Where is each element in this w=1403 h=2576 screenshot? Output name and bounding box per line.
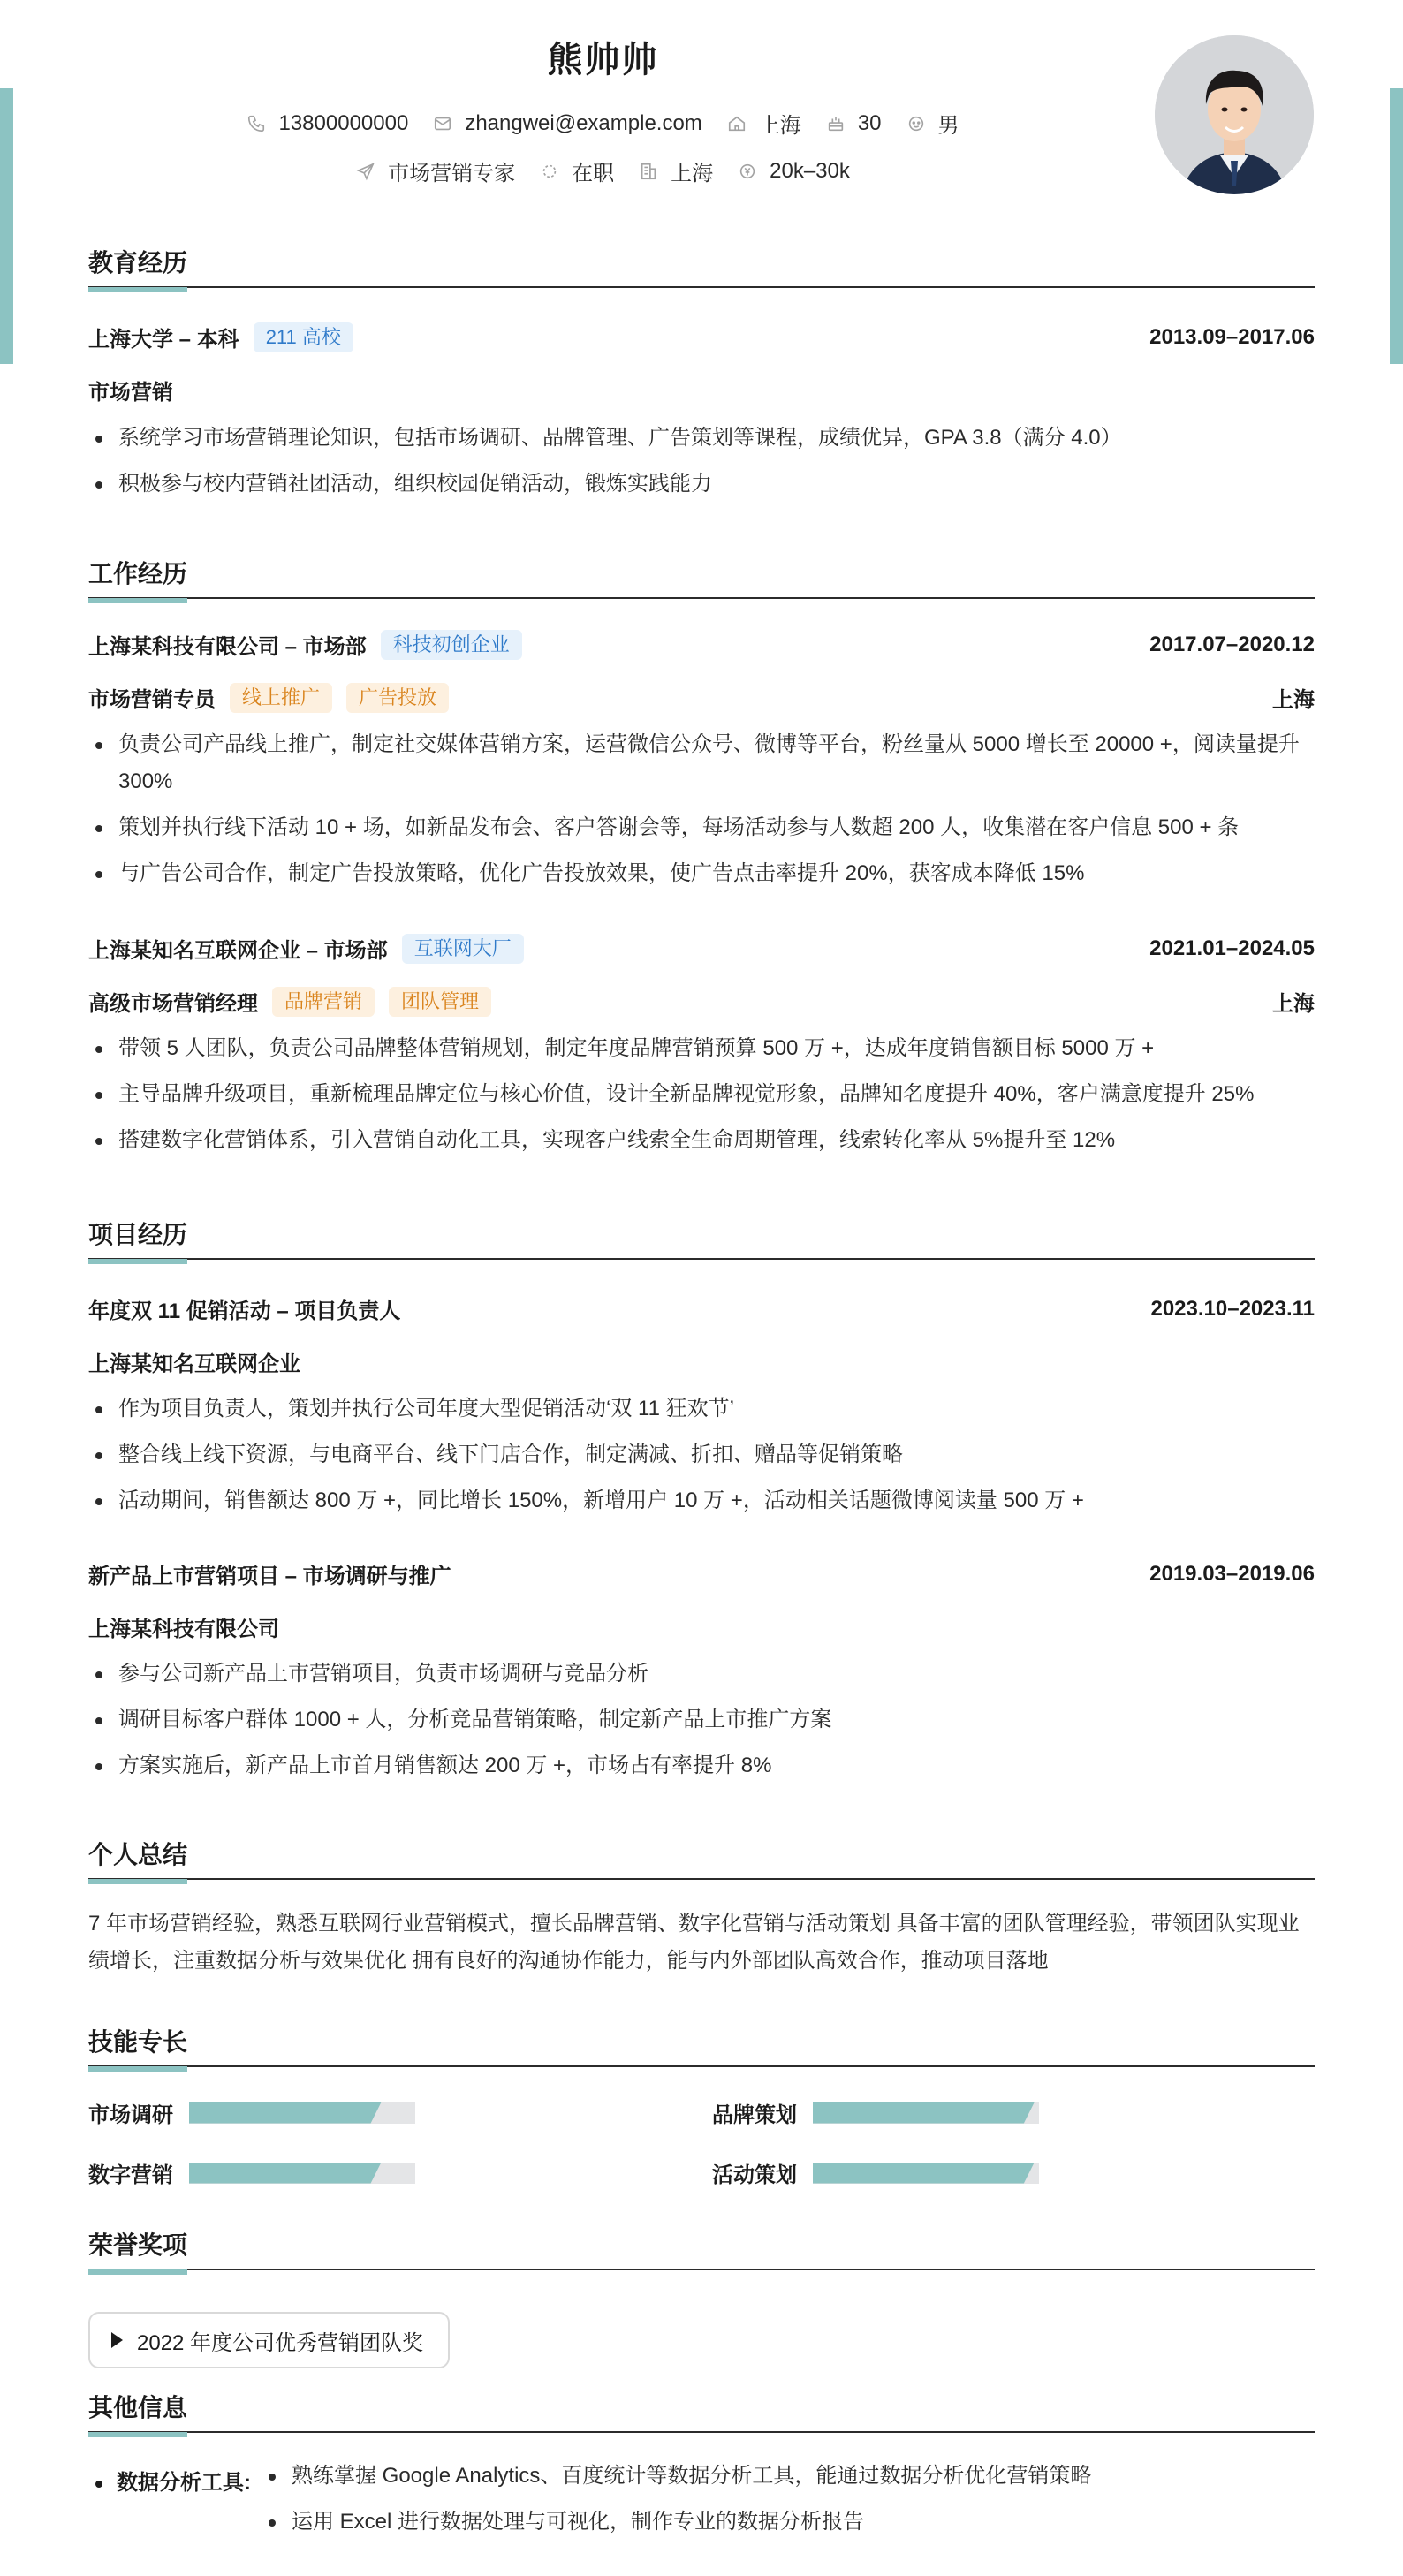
section-underline — [88, 1259, 187, 1264]
section-underline — [88, 2432, 187, 2437]
company-tag: 科技初创企业 — [381, 630, 522, 660]
skill-item — [712, 2097, 1039, 2128]
skill-bar-fill — [813, 2102, 1035, 2124]
section-underline — [88, 287, 187, 292]
section-title: 工作经历 — [88, 560, 188, 587]
salary-item — [738, 159, 850, 184]
phone-icon — [246, 114, 266, 133]
list-item: 系统学习市场营销理论知识，包括市场调研、品牌管理、广告策划等课程，成绩优异，GPA 3.8（满分 4.0） — [88, 420, 1315, 457]
list-item: 运用 Excel 进行数据处理与可视化，制作专业的数据分析报告 — [262, 2504, 1315, 2541]
job-bullets — [88, 726, 1315, 901]
age-text: 30 — [857, 110, 882, 135]
skill-bar — [813, 2163, 1039, 2184]
contact-row — [0, 108, 1206, 139]
salary-text: 20k–30k — [770, 158, 850, 183]
cake-icon — [826, 114, 846, 133]
projects-section — [88, 1216, 1315, 1799]
list-item: 活动期间，销售额达 800 万 +，同比增长 150%，新增用户 10 万 +，活动相关话题微博阅读量 500 万 + — [88, 1482, 1315, 1519]
candidate-name: 熊帅帅 — [547, 41, 659, 80]
list-item: 参与公司新产品上市营销项目，负责市场调研与竞品分析 — [88, 1655, 1315, 1693]
company-name: 上海某知名互联网企业 – 市场部 — [88, 939, 388, 963]
city-text: 上海 — [671, 162, 714, 186]
section-title: 教育经历 — [88, 249, 188, 277]
phone-text: 13800000000 — [278, 110, 409, 135]
skill-item — [88, 2097, 415, 2128]
project-date: 2023.10–2023.11 — [1150, 1296, 1315, 1321]
email-text: zhangwei@example.com — [465, 110, 702, 135]
job-role: 高级市场营销经理 — [88, 992, 258, 1016]
summary-section — [88, 1836, 1315, 1995]
job-date: 2017.07–2020.12 — [1149, 632, 1315, 656]
status-text: 在职 — [572, 162, 615, 186]
skill-bar — [189, 2163, 415, 2184]
education-section — [88, 244, 1315, 509]
list-item: 与广告公司合作，制定广告投放策略，优化广告投放效果，使广告点击率提升 20%，获客成本降低 15% — [88, 855, 1315, 892]
target-role-item — [356, 155, 515, 186]
city-item — [639, 155, 713, 186]
list-item: 熟练掌握 Google Analytics、百度统计等数据分析工具，能通过数据分析优化营销策略 — [262, 2458, 1315, 2495]
section-title: 个人总结 — [88, 1841, 188, 1868]
other-label: 数据分析工具: — [117, 2471, 251, 2495]
mail-icon — [433, 114, 452, 133]
skill-name: 市场调研 — [88, 2103, 173, 2127]
honor-item — [88, 2312, 450, 2368]
skills-section — [88, 2023, 1315, 2200]
major: 市场营销 — [88, 381, 173, 405]
job-date: 2021.01–2024.05 — [1149, 936, 1315, 960]
project-name: 年度双 11 促销活动 – 项目负责人 — [88, 1299, 401, 1323]
section-title: 其他信息 — [88, 2394, 188, 2421]
gender-icon — [906, 114, 926, 133]
skill-tag: 团队管理 — [389, 987, 491, 1017]
list-item: 主导品牌升级项目，重新梳理品牌定位与核心价值，设计全新品牌视觉形象，品牌知名度提升 40%，客户满意度提升 25% — [88, 1076, 1315, 1113]
section-title: 荣誉奖项 — [88, 2231, 188, 2259]
other-header — [88, 2389, 1315, 2433]
school-tag: 211 高校 — [254, 322, 353, 352]
skill-tag: 品牌营销 — [272, 987, 375, 1017]
send-icon — [356, 162, 375, 181]
section-title: 技能专长 — [88, 2028, 188, 2056]
work-header — [88, 555, 1315, 599]
age-item — [826, 111, 882, 136]
school-name: 上海大学 – 本科 — [88, 328, 239, 352]
career-row — [0, 155, 1206, 186]
skill-bar — [189, 2102, 415, 2124]
list-item: 负责公司产品线上推广，制定社交媒体营销方案，运营微信公众号、微博等平台，粉丝量从 5000 增长至 20000 +，阅读量提升 300% — [88, 726, 1315, 800]
list-item: 调研目标客户群体 1000 + 人，分析竞品营销策略，制定新产品上市推广方案 — [88, 1701, 1315, 1739]
skill-item — [712, 2157, 1039, 2188]
skill-bar — [813, 2102, 1039, 2124]
summary-text: 7 年市场营销经验，熟悉互联网行业营销模式，擅长品牌营销、数字化营销与活动策划 具备丰富的团队管理经验，带领团队实现业绩增长，注重数据分析与效果优化 拥有良好的沟通协作能力，能与内外部团队高效合作，推动项目落地 — [88, 1912, 1300, 1973]
list-item: 策划并执行线下活动 10 + 场，如新品发布会、客户答谢会等，每场活动参与人数超 200 人，收集潜在客户信息 500 + 条 — [88, 809, 1315, 846]
section-underline — [88, 2066, 187, 2072]
job-row — [88, 629, 1315, 660]
education-header — [88, 244, 1315, 288]
gender-text: 男 — [937, 114, 959, 138]
project-name: 新产品上市营销项目 – 市场调研与推广 — [88, 1565, 451, 1588]
avatar — [1155, 35, 1314, 194]
skill-bar-fill — [189, 2163, 382, 2184]
salary-icon — [738, 162, 757, 181]
honor-text: 2022 年度公司优秀营销团队奖 — [137, 2330, 424, 2355]
other-bullets — [262, 2458, 1315, 2549]
status-icon — [540, 162, 559, 181]
skills-header — [88, 2023, 1315, 2067]
project-bullets — [88, 1390, 1315, 1528]
education-row — [88, 322, 1315, 352]
right-accent-bar — [1390, 88, 1403, 364]
skill-item — [88, 2157, 415, 2188]
role-row — [88, 682, 1315, 713]
role-row — [88, 986, 1315, 1017]
gender-item — [906, 108, 959, 139]
project-row — [88, 1293, 1315, 1324]
location-item — [727, 108, 801, 139]
status-item — [540, 155, 614, 186]
other-section — [88, 2389, 1315, 2565]
list-item: 积极参与校内营销社团活动，组织校园促销活动，锻炼实践能力 — [88, 466, 1315, 503]
list-item: 整合线上线下资源，与电商平台、线下门店合作，制定满减、折扣、赠品等促销策略 — [88, 1436, 1315, 1474]
honors-header — [88, 2226, 1315, 2270]
section-underline — [88, 1879, 187, 1884]
summary-header — [88, 1836, 1315, 1880]
section-underline — [88, 598, 187, 603]
skill-name: 活动策划 — [712, 2163, 797, 2187]
project-bullets — [88, 1655, 1315, 1793]
home-icon — [727, 114, 747, 133]
triangle-icon — [111, 2332, 123, 2348]
bullet-dot — [95, 2481, 102, 2488]
skill-name: 品牌策划 — [712, 2103, 797, 2127]
email-item — [433, 111, 702, 136]
list-item: 方案实施后，新产品上市首月销售额达 200 万 +，市场占有率提升 8% — [88, 1747, 1315, 1784]
company-name: 上海某科技有限公司 – 市场部 — [88, 635, 367, 659]
job-row — [88, 933, 1315, 964]
location-text: 上海 — [758, 114, 801, 138]
target-role-text: 市场营销专家 — [388, 162, 516, 186]
skill-bar-fill — [189, 2102, 382, 2124]
skill-name: 数字营销 — [88, 2163, 173, 2187]
job-bullets — [88, 1030, 1315, 1168]
list-item: 搭建数字化营销体系，引入营销自动化工具，实现客户线索全生命周期管理，线索转化率从 5%提升至 12% — [88, 1122, 1315, 1159]
job-role: 市场营销专员 — [88, 688, 216, 712]
list-item: 作为项目负责人，策划并执行公司年度大型促销活动‘双 11 狂欢节’ — [88, 1390, 1315, 1428]
section-underline — [88, 2269, 187, 2275]
project-date: 2019.03–2019.06 — [1149, 1561, 1315, 1586]
list-item: 带领 5 人团队，负责公司品牌整体营销规划，制定年度品牌营销预算 500 万 +，达成年度销售额目标 5000 万 + — [88, 1030, 1315, 1067]
education-date: 2013.09–2017.06 — [1149, 324, 1315, 349]
project-row — [88, 1558, 1315, 1589]
projects-header — [88, 1216, 1315, 1260]
section-title: 项目经历 — [88, 1221, 188, 1248]
skill-tag: 线上推广 — [230, 683, 332, 713]
honors-section — [88, 2226, 1315, 2376]
project-org: 上海某知名互联网企业 — [88, 1352, 300, 1376]
company-tag: 互联网大厂 — [402, 934, 524, 964]
phone-item — [246, 111, 408, 136]
skill-tag: 广告投放 — [346, 683, 449, 713]
job-location: 上海 — [1272, 688, 1315, 712]
education-bullets — [88, 420, 1315, 511]
job-location: 上海 — [1272, 992, 1315, 1016]
building-icon — [639, 162, 658, 181]
skill-bar-fill — [813, 2163, 1035, 2184]
work-section — [88, 555, 1315, 1173]
project-org: 上海某科技有限公司 — [88, 1618, 279, 1641]
